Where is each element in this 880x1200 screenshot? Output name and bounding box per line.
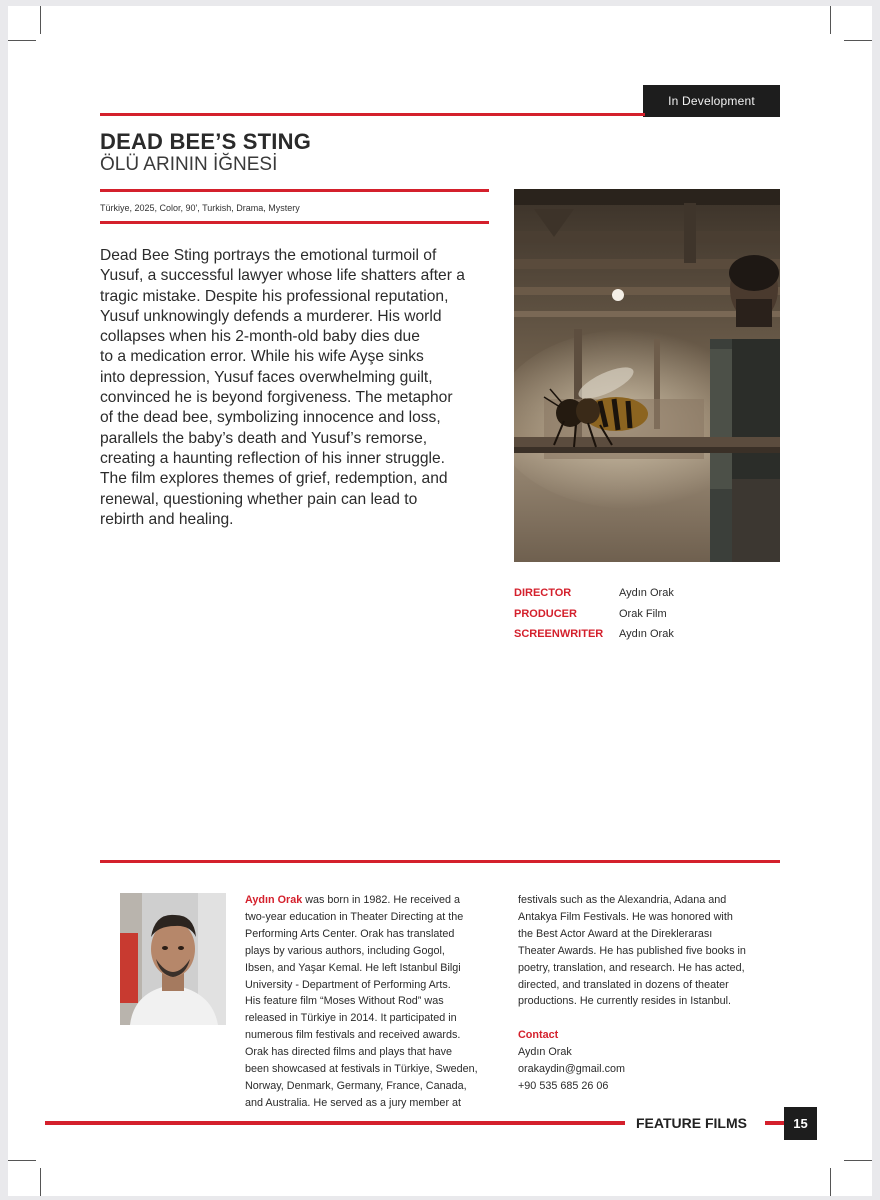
footer-rule-left [45, 1121, 625, 1125]
bio-column-1 [245, 892, 505, 1112]
synopsis-line: collapses when his 2-month-old baby dies due [100, 328, 420, 346]
crop-mark [40, 6, 41, 34]
title-rule [100, 189, 489, 192]
credits [514, 583, 674, 645]
bio-line: Orak has directed films and plays that have [245, 1046, 453, 1059]
synopsis-line: tragic mistake. Despite his professional reputation, [100, 287, 449, 305]
synopsis-line: Yusuf, a successful lawyer whose life shatters after a [100, 267, 465, 285]
bio-name: Aydın Orak [245, 894, 303, 906]
bio-line: Theater Awards. He has published five books in [518, 944, 746, 957]
contact-email[interactable]: orakaydin@gmail.com [518, 1063, 625, 1076]
crop-mark [830, 1168, 831, 1196]
credit-name: Orak Film [619, 607, 667, 620]
bio-line: University - Department of Performing Arts. [245, 978, 451, 991]
film-still-image [514, 189, 780, 562]
synopsis-line: of the dead bee, symbolizing innocence and loss, [100, 409, 441, 427]
bio-line: poetry, translation, and research. He has acted, [518, 961, 745, 974]
bio-line: numerous film festivals and received awards. [245, 1029, 461, 1042]
bio-line: the Best Actor Award at the Direklerarası [518, 927, 713, 940]
contact-title: Contact [518, 1029, 559, 1042]
bio-line: festivals such as the Alexandria, Adana and [518, 894, 727, 906]
synopsis-line: creating a haunting reflection of his inner struggle. [100, 449, 446, 467]
crop-mark [8, 40, 36, 41]
page-number: 15 [784, 1107, 817, 1140]
bio-line: directed, and translated in dozens of theater [518, 978, 729, 991]
bio-line: and Australia. He served as a jury member at [245, 1096, 462, 1109]
bio-line: Ibsen, and Yaşar Kemal. He left Istanbul Bilgi [245, 961, 461, 974]
credit-row [514, 604, 674, 625]
credit-role: SCREENWRITER [514, 628, 604, 640]
crop-mark [844, 1160, 872, 1161]
bio-rule [100, 860, 780, 863]
credit-role: PRODUCER [514, 607, 577, 620]
crop-mark [8, 1160, 36, 1161]
footer-rule-right [765, 1121, 785, 1125]
bio-line: released in Türkiye in 2014. It participated in [245, 1012, 457, 1025]
status-badge: In Development [643, 85, 780, 117]
bio-column-2 [518, 892, 780, 1095]
contact-name: Aydın Orak [518, 1046, 572, 1059]
synopsis-line: Dead Bee Sting portrays the emotional turmoil of [100, 247, 437, 264]
synopsis-line: to a medication error. While his wife Ayşe sinks [100, 348, 424, 366]
synopsis-line: The film explores themes of grief, redemption, and [100, 470, 448, 488]
meta-rule [100, 221, 489, 224]
bio-line: His feature film “Moses Without Rod” was [245, 995, 444, 1008]
spacer [518, 1010, 780, 1027]
film-meta: Türkiye, 2025, Color, 90', Turkish, Drama, Mystery [100, 203, 300, 213]
credit-row [514, 583, 674, 604]
credit-name: Aydın Orak [619, 587, 674, 599]
bio-first-line: was born in 1982. He received a [302, 894, 461, 906]
bio-line: Performing Arts Center. Orak has translated [245, 927, 455, 940]
footer-section-label: FEATURE FILMS [636, 1115, 747, 1131]
synopsis [100, 246, 489, 530]
contact-phone[interactable]: +90 535 685 26 06 [518, 1080, 609, 1093]
synopsis-line: parallels the baby’s death and Yusuf’s remorse, [100, 429, 428, 447]
bio-line: Antakya Film Festivals. He was honored with [518, 910, 733, 923]
bio-line: plays by various authors, including Gogol, [245, 944, 445, 957]
bio-line: Norway, Denmark, Germany, France, Canada, [245, 1079, 467, 1092]
bio-line: productions. He currently resides in Istanbul. [518, 995, 732, 1008]
synopsis-line: renewal, questioning whether pain can lead to [100, 490, 418, 508]
bio-line: been showcased at festivals in Türkiye, Sweden, [245, 1063, 478, 1076]
synopsis-line: Yusuf unknowingly defends a murderer. His world [100, 307, 442, 325]
synopsis-line: convinced he is beyond forgiveness. The metaphor [100, 389, 453, 407]
crop-mark [844, 40, 872, 41]
bio-line [245, 892, 505, 909]
credit-role: DIRECTOR [514, 587, 572, 599]
crop-mark [40, 1168, 41, 1196]
director-portrait [120, 893, 226, 1025]
credit-name: Aydın Orak [619, 628, 674, 640]
header-rule [100, 113, 645, 116]
credit-row [514, 624, 674, 645]
bio-line: two-year education in Theater Directing at the [245, 910, 464, 923]
synopsis-line: into depression, Yusuf faces overwhelming guilt, [100, 368, 433, 386]
film-original-title: ÖLÜ ARININ İĞNESİ [100, 154, 278, 175]
synopsis-line: rebirth and healing. [100, 510, 234, 528]
crop-mark [830, 6, 831, 34]
film-title: DEAD BEE’S STING [100, 129, 312, 154]
